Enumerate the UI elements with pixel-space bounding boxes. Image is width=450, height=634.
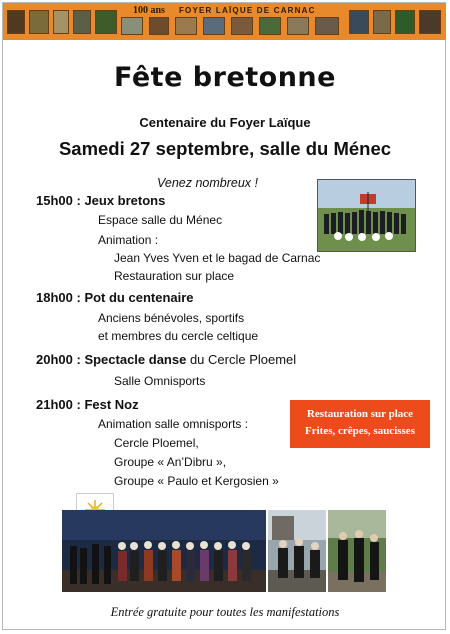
banner-photo [373,10,391,34]
banner-photo [175,17,197,35]
banner-photo [231,17,253,35]
schedule-event-rest: du Cercle Ploemel [186,352,297,367]
schedule-event: Fest Noz [84,397,139,412]
banner-photo [29,10,49,34]
header-banner [3,3,446,40]
banner-photo [395,10,415,34]
schedule-time: 20h00 : [36,352,81,367]
banner-photo [203,17,225,35]
banner-photo [53,10,69,34]
banner-photo [121,17,143,35]
schedule-event: Jeux bretons [84,193,166,208]
schedule-time: 18h00 : [36,290,81,305]
schedule-detail: Restauration sur place [114,269,235,283]
event-date: Samedi 27 septembre, salle du Ménec [58,138,392,159]
schedule-item-2 [36,290,194,305]
schedule-item-4 [36,397,139,412]
bagad-photo [317,179,416,252]
schedule-detail: Groupe « Paulo et Kergosien » [114,474,279,488]
side-credit [434,500,444,580]
schedule-detail: Cercle Ploemel, [114,436,199,450]
photo-strip [62,510,386,592]
schedule-detail: Espace salle du Ménec [98,213,223,227]
restauration-line: Restauration sur place [306,408,414,420]
schedule-detail: Animation salle omnisports : [98,417,249,431]
banner-photo [419,10,441,34]
banner-org: FOYER LAÏQUE DE CARNAC [178,6,316,15]
banner-photo [7,10,25,34]
schedule-detail: Animation : [98,233,159,247]
banner-photo [315,17,339,35]
schedule-event: Spectacle danse [84,352,187,367]
banner-photo [73,10,91,34]
banner-photo [259,17,281,35]
schedule-event: Pot du centenaire [84,290,194,305]
schedule-detail: Groupe « An’Dibru », [114,455,227,469]
banner-photo [149,17,169,35]
banner-title [133,5,363,16]
page-title: Fête bretonne [114,62,336,93]
schedule-time: 21h00 : [36,397,81,412]
restauration-box [290,400,430,448]
banner-photo [287,17,309,35]
subtitle: Centenaire du Foyer Laïque [139,115,311,130]
footer-note: Entrée gratuite pour toutes les manifestations [110,605,340,619]
schedule-detail: et membres du cercle celtique [98,329,259,343]
schedule-detail: Jean Yves Yven et le bagad de Carnac [114,251,321,265]
schedule-item-3 [36,352,296,367]
restauration-menu: Frites, crêpes, saucisses [305,425,415,437]
banner-photo [95,10,117,34]
bagad-photo-graphic [318,180,416,252]
schedule-detail: Salle Omnisports [114,374,206,388]
banner-anniversary: 100 ans [133,5,165,16]
photo-strip-graphic [62,510,386,592]
schedule-time: 15h00 : [36,193,81,208]
schedule-detail: Anciens bénévoles, sportifs [98,311,245,325]
welcome-text: Venez nombreux ! [157,176,258,190]
schedule-item-1 [36,193,165,208]
